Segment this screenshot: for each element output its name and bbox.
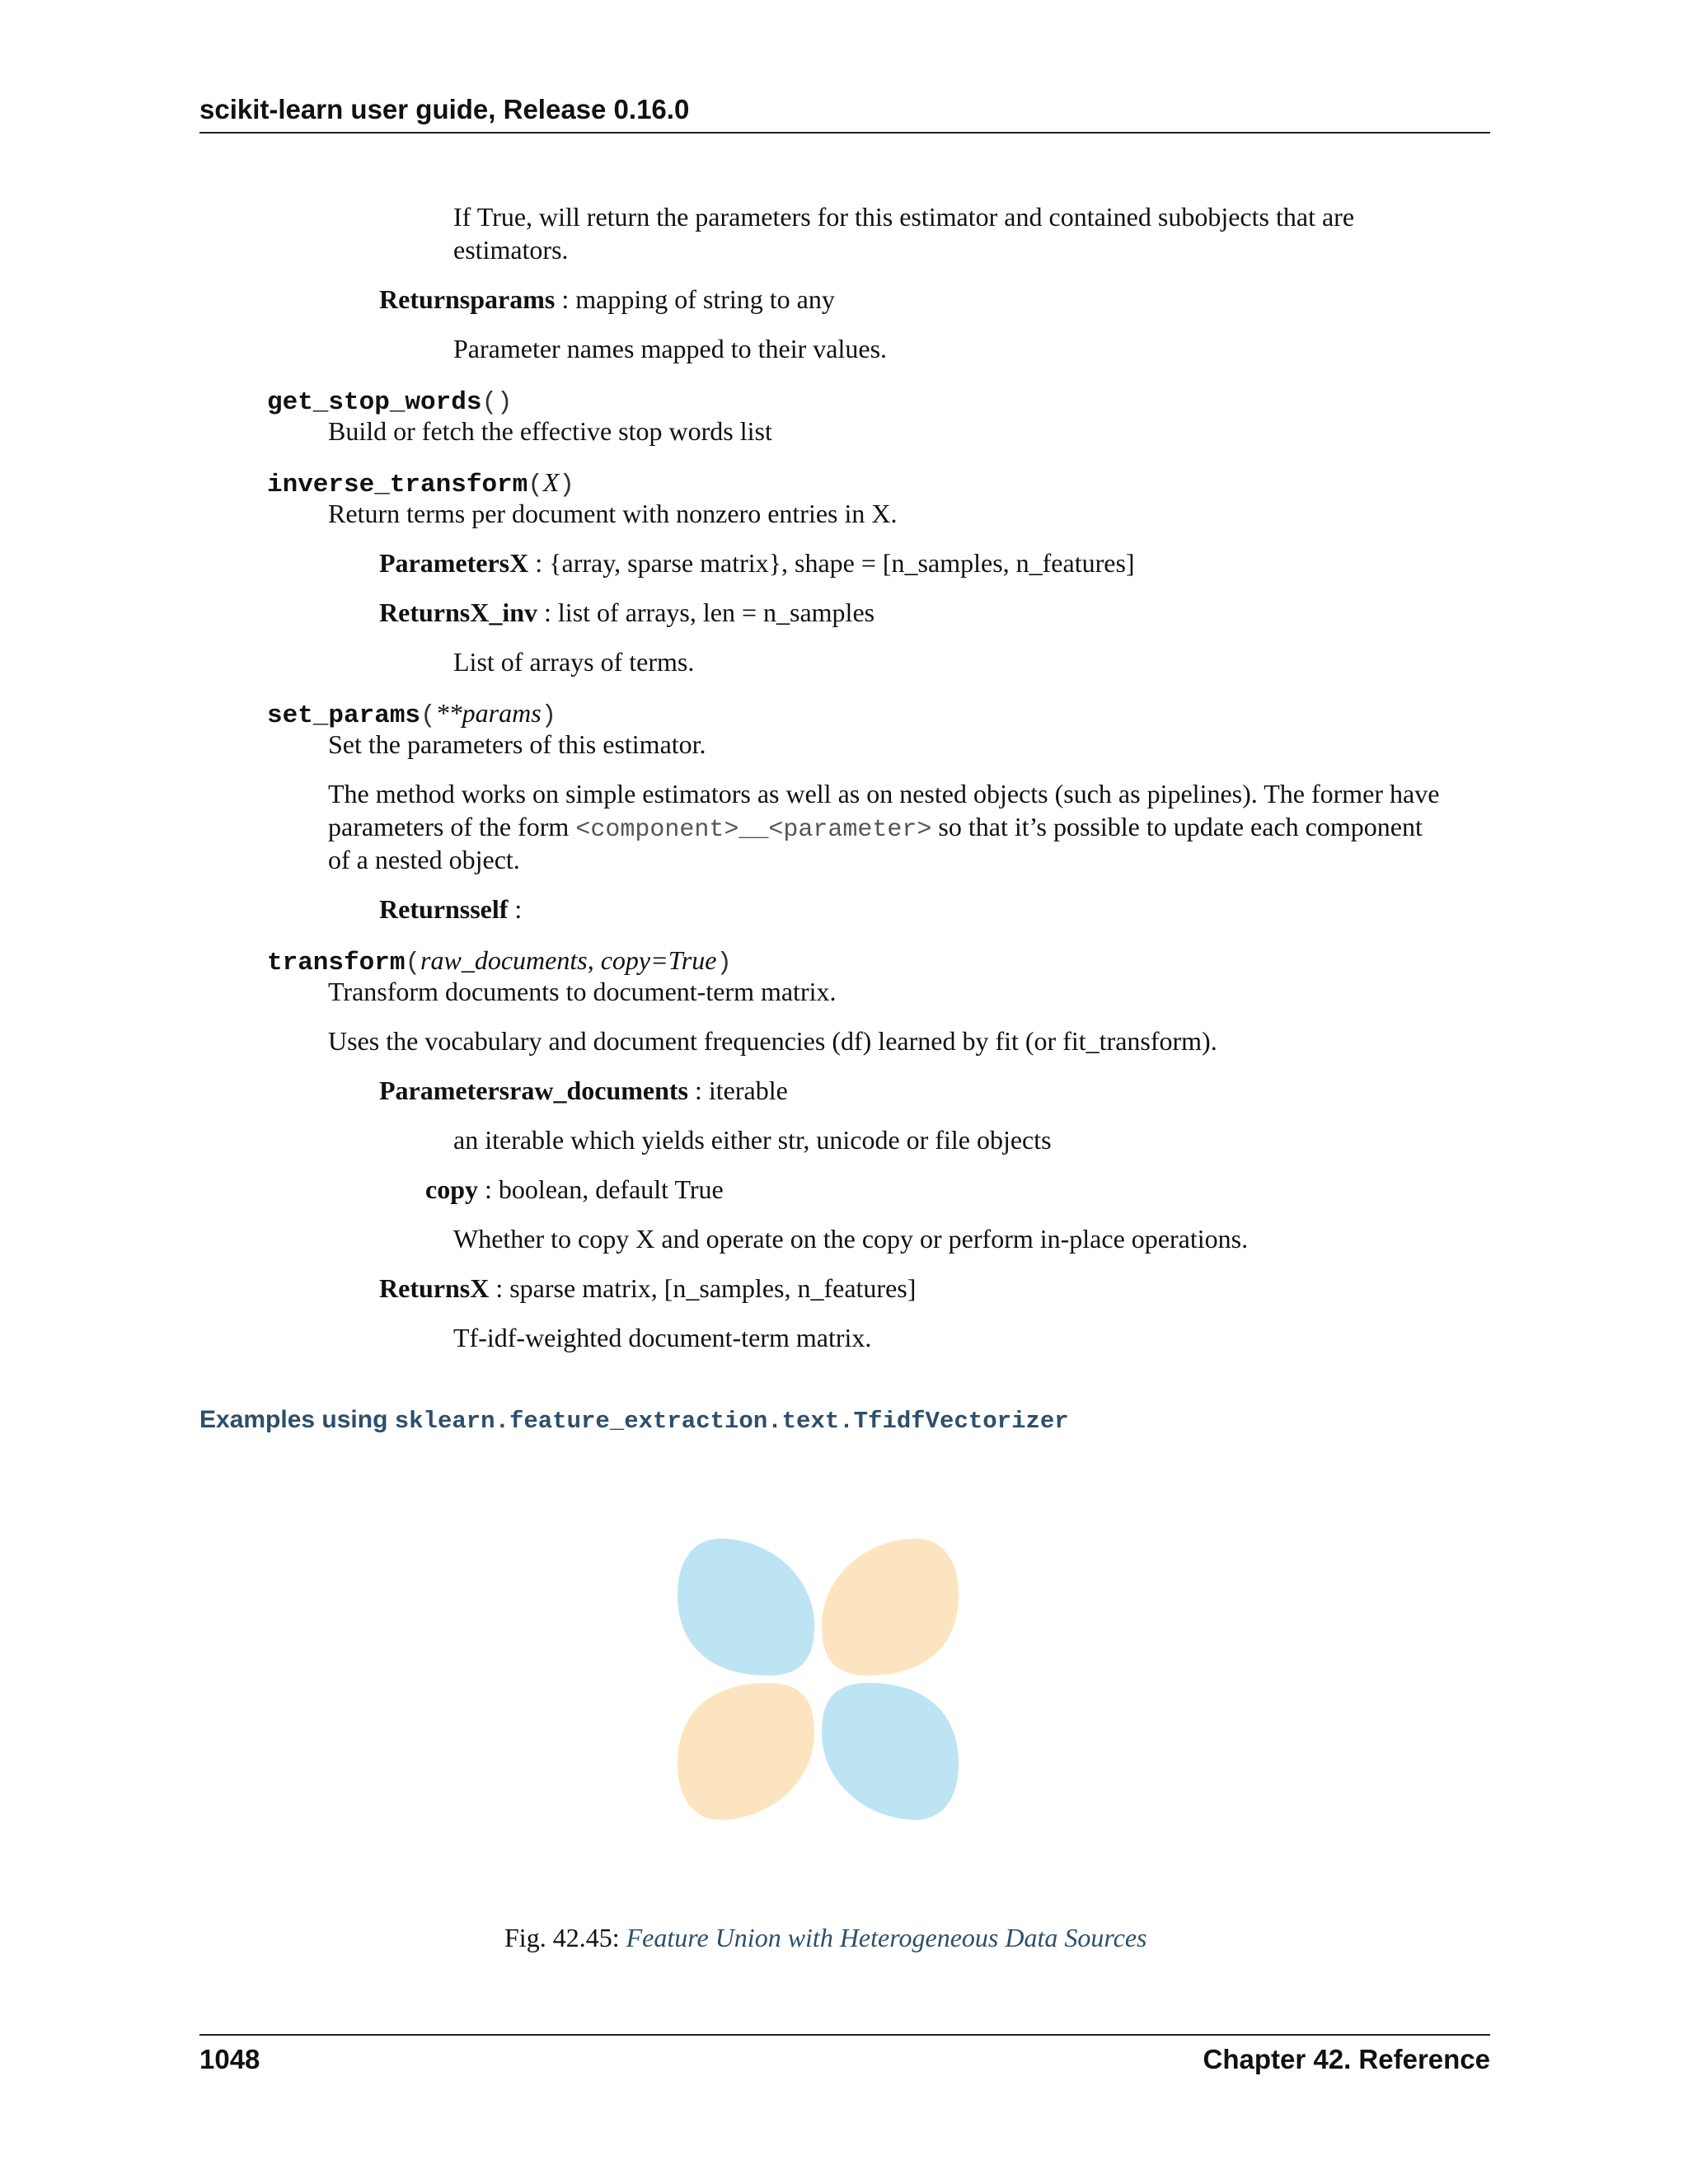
returns-desc: List of arrays of terms.: [453, 647, 695, 677]
running-header: [199, 91, 1490, 134]
close-paren: ): [559, 471, 575, 499]
inline-code: <component>__<parameter>: [575, 816, 932, 844]
transform-desc: [328, 975, 836, 1008]
params-type: : {array, sparse matrix}, shape = [n_samples, n_features]: [528, 548, 1135, 578]
get-params-returns-desc: [453, 332, 887, 365]
params-label: Parametersraw_documents: [379, 1076, 688, 1105]
method-desc: Return terms per document with nonzero entries in X.: [328, 499, 898, 528]
returns-type: :: [508, 894, 523, 924]
method-name: get_stop_words: [267, 388, 482, 417]
param-desc: Whether to copy X and operate on the copy or perform in-place operations.: [453, 1224, 1249, 1254]
get-params-returns: [379, 283, 835, 316]
method-name: transform: [267, 949, 406, 977]
blob-bottom-right: [822, 1683, 959, 1820]
method-name: inverse_transform: [267, 471, 528, 499]
header-title: scikit-learn user guide, Release 0.16.0: [199, 94, 690, 124]
blob-top-left: [678, 1539, 814, 1675]
figure-caption: [504, 1923, 1146, 1953]
method-args: **params: [435, 698, 542, 728]
open-paren: (: [420, 701, 436, 730]
method-parens: (): [481, 388, 513, 417]
method-desc: Transform documents to document-term matrix.: [328, 977, 837, 1006]
page-number: 1048: [199, 2044, 260, 2074]
page-footer: [199, 2034, 1490, 2082]
inverse-transform-returns: [379, 596, 874, 629]
transform-copy-param: [425, 1173, 724, 1206]
examples-class-link[interactable]: sklearn.feature_extraction.text.TfidfVectorizer: [394, 1408, 1069, 1435]
returns-label: Returnsparams: [379, 284, 556, 314]
close-paren: ): [541, 701, 557, 730]
four-blob-figure: [676, 1537, 960, 1821]
deep-param-desc-line2: estimators.: [453, 235, 569, 265]
open-paren: (: [528, 471, 543, 499]
param-name: copy: [425, 1174, 478, 1204]
set-params-body-line2: [328, 810, 1423, 846]
returns-type: : sparse matrix, [n_samples, n_features]: [489, 1273, 917, 1303]
body-text: so that it’s possible to update each component: [931, 812, 1423, 841]
close-paren: ): [716, 949, 732, 977]
returns-label: ReturnsX: [379, 1273, 490, 1303]
get-stop-words-desc: [328, 415, 772, 448]
method-desc: Build or fetch the effective stop words list: [328, 416, 772, 446]
body-text: parameters of the form: [328, 812, 576, 841]
method-arg: raw_documents: [420, 945, 588, 975]
figure-link[interactable]: Feature Union with Heterogeneous Data Sources: [626, 1923, 1147, 1952]
examples-section-title: [199, 1406, 1069, 1435]
transform-params: [379, 1074, 788, 1107]
example-thumbnail[interactable]: [676, 1537, 960, 1821]
figure-label: Fig. 42.45:: [504, 1923, 626, 1952]
returns-label: Returnsself: [379, 894, 509, 924]
set-params-body-line3: [328, 843, 520, 876]
method-desc: Set the parameters of this estimator.: [328, 729, 706, 759]
returns-desc: Parameter names mapped to their values.: [453, 334, 888, 363]
blob-top-right: [822, 1539, 959, 1675]
body-text: of a nested object.: [328, 845, 520, 874]
param-type: : boolean, default True: [478, 1174, 724, 1204]
examples-prefix: Examples using: [199, 1406, 395, 1433]
set-params-returns: [379, 893, 522, 926]
inverse-transform-params: [379, 546, 1135, 579]
returns-type: : list of arrays, len = n_samples: [537, 598, 875, 627]
body-text: Uses the vocabulary and document frequencies (df) learned by fit (or fit_transform).: [328, 1026, 1217, 1056]
transform-body: [328, 1024, 1217, 1057]
arg-separator: ,: [587, 945, 601, 975]
params-desc: an iterable which yields either str, unicode or file objects: [453, 1125, 1052, 1155]
inverse-transform-desc: [328, 497, 897, 530]
method-name: set_params: [267, 701, 421, 730]
params-label: ParametersX: [379, 548, 529, 578]
deep-param-desc-cont: [453, 233, 569, 266]
method-args: X: [542, 467, 560, 497]
transform-params-desc: [453, 1123, 1052, 1156]
body-text: The method works on simple estimators as well as on nested objects (such as pipelines). The former have: [328, 779, 1440, 808]
returns-desc: Tf-idf-weighted document-term matrix.: [453, 1323, 872, 1352]
set-params-body-line1: [328, 777, 1439, 810]
chapter-title: Chapter 42. Reference: [1203, 2044, 1490, 2074]
transform-returns-desc: [453, 1321, 871, 1354]
blob-bottom-left: [678, 1683, 814, 1820]
deep-param-desc: [453, 200, 1354, 233]
deep-param-desc-line1: If True, will return the parameters for this estimator and contained subobjects that are: [453, 202, 1355, 232]
transform-returns: [379, 1272, 916, 1305]
params-type: : iterable: [688, 1076, 788, 1105]
returns-label: ReturnsX_inv: [379, 598, 538, 627]
set-params-desc: [328, 728, 706, 761]
open-paren: (: [405, 949, 421, 977]
inverse-transform-returns-desc: [453, 645, 694, 678]
transform-copy-desc: [453, 1222, 1248, 1255]
method-arg: copy=True: [600, 945, 717, 975]
returns-type: : mapping of string to any: [555, 284, 835, 314]
